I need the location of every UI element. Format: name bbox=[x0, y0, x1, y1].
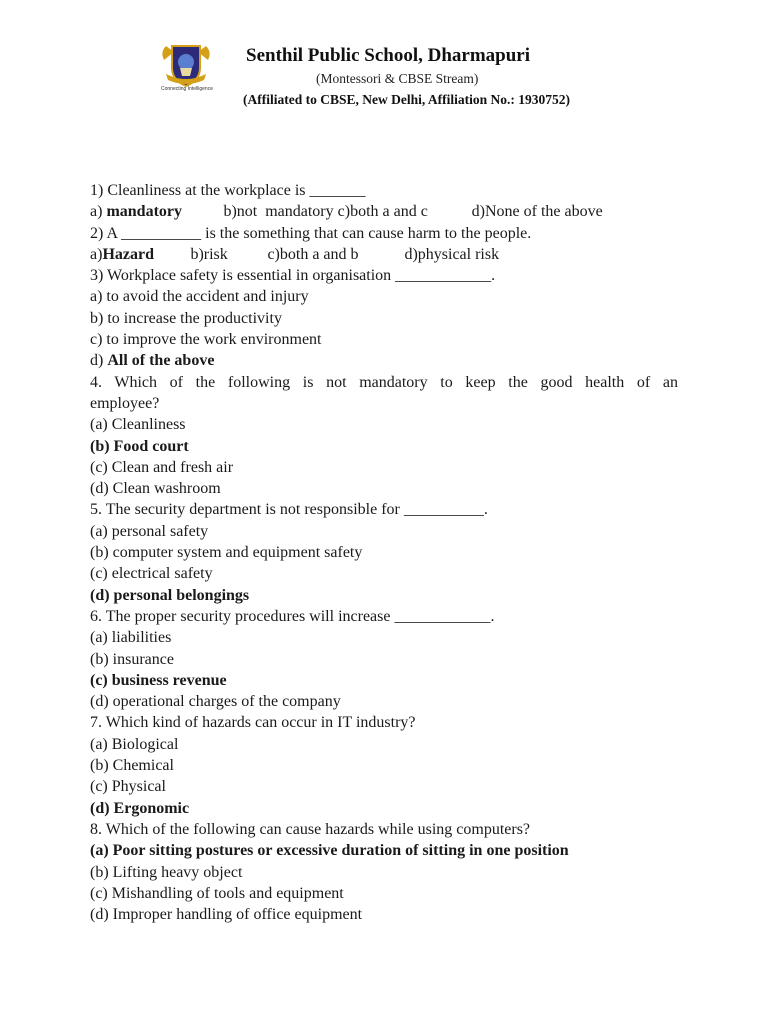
question-8-text: 8. Which of the following can cause hazards while using computers? bbox=[90, 820, 531, 838]
option-b: b)risk bbox=[190, 245, 228, 263]
option-a: (a) Cleanliness bbox=[90, 416, 186, 434]
option-a-prefix: a) bbox=[90, 245, 103, 263]
question-5-text: 5. The security department is not responsible for __________. bbox=[90, 501, 488, 519]
option-b-answer: (b) Food court bbox=[90, 437, 189, 455]
option-d: (d) operational charges of the company bbox=[90, 693, 341, 711]
logo-tagline: Connecting Intelligence bbox=[161, 86, 213, 92]
option-a-answer: mandatory bbox=[106, 203, 182, 221]
option-b: (b) Chemical bbox=[90, 757, 174, 775]
option-d-answer: (d) Ergonomic bbox=[90, 799, 190, 817]
option-d: (d) Improper handling of office equipment bbox=[90, 906, 363, 924]
option-d-row bbox=[90, 350, 678, 371]
option-a: (a) liabilities bbox=[90, 629, 172, 647]
option-b: (b) insurance bbox=[90, 650, 174, 668]
question-7-text: 7. Which kind of hazards can occur in IT industry? bbox=[90, 714, 416, 732]
question-2-options bbox=[90, 244, 678, 265]
option-c: c)both a and c bbox=[337, 203, 428, 221]
option-a: (a) Biological bbox=[90, 735, 179, 753]
option-d-answer: (d) personal belongings bbox=[90, 586, 250, 604]
option-c: c)both a and b bbox=[267, 245, 359, 263]
school-name: Senthil Public School, Dharmapuri bbox=[246, 45, 530, 66]
question-3-text: 3) Workplace safety is essential in organisation ____________. bbox=[90, 267, 496, 285]
option-a-answer: Hazard bbox=[102, 245, 154, 263]
option-c: (c) Physical bbox=[90, 778, 166, 796]
question-4-text-line1: 4. Which of the following is not mandatory to keep the good health of an bbox=[90, 373, 678, 391]
option-c: (c) Mishandling of tools and equipment bbox=[90, 884, 344, 902]
question-6-text: 6. The proper security procedures will increase ____________. bbox=[90, 607, 495, 625]
option-d-prefix: d) bbox=[90, 352, 108, 370]
option-c-answer: (c) business revenue bbox=[90, 671, 227, 689]
option-c: (c) electrical safety bbox=[90, 565, 213, 583]
option-a-prefix: a) bbox=[90, 203, 107, 221]
option-d-answer: All of the above bbox=[107, 352, 215, 370]
question-2-text: 2) A __________ is the something that can cause harm to the people. bbox=[90, 224, 532, 242]
option-c: (c) Clean and fresh air bbox=[90, 458, 234, 476]
question-1-text: 1) Cleanliness at the workplace is _______ bbox=[90, 182, 366, 199]
question-4-text-line2: employee? bbox=[90, 394, 160, 412]
option-b: b)not mandatory bbox=[223, 203, 334, 221]
option-c: c) to improve the work environment bbox=[90, 331, 322, 349]
option-d: d)None of the above bbox=[471, 203, 603, 221]
option-b: (b) computer system and equipment safety bbox=[90, 544, 363, 562]
affiliation: (Affiliated to CBSE, New Delhi, Affiliation No.: 1930752) bbox=[243, 92, 570, 107]
school-stream: (Montessori & CBSE Stream) bbox=[316, 71, 479, 86]
option-b: (b) Lifting heavy object bbox=[90, 863, 243, 881]
option-a: (a) personal safety bbox=[90, 522, 209, 540]
question-list bbox=[90, 180, 678, 925]
option-b: b) to increase the productivity bbox=[90, 309, 282, 327]
document-header bbox=[0, 0, 768, 130]
option-a: a) to avoid the accident and injury bbox=[90, 288, 309, 306]
question-1-options bbox=[90, 201, 678, 222]
option-a-answer: (a) Poor sitting postures or excessive duration of sitting in one position bbox=[90, 842, 569, 860]
option-d: (d) Clean washroom bbox=[90, 480, 221, 498]
option-d: d)physical risk bbox=[404, 245, 500, 263]
